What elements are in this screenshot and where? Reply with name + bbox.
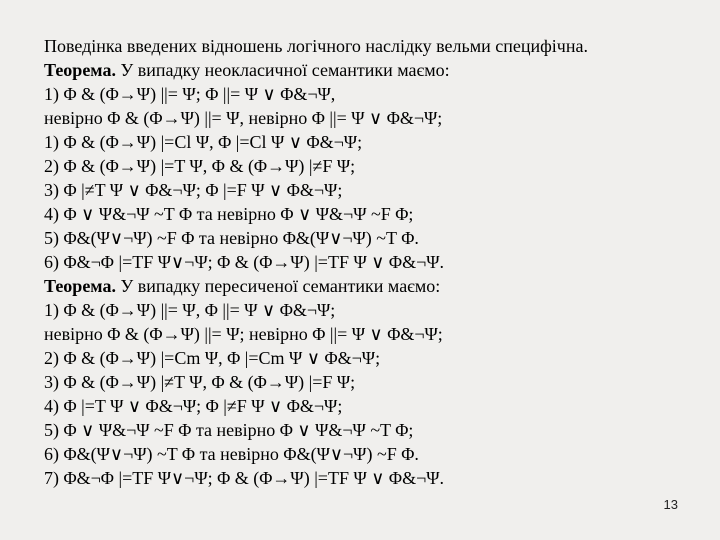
formula-line: 5) Φ&(Ψ∨¬Ψ) ~F Φ та невірно Φ&(Ψ∨¬Ψ) ~T Φ. — [44, 228, 419, 248]
theorem-label: Теорема. — [44, 276, 116, 296]
formula-line: невірно Φ & (Φ→Ψ) ||= Ψ; невірно Φ ||= Ψ ∨ Φ&¬Ψ; — [44, 324, 443, 344]
formula-line: 6) Φ&(Ψ∨¬Ψ) ~T Φ та невірно Φ&(Ψ∨¬Ψ) ~F Φ. — [44, 444, 419, 464]
formula-line: 1) Φ & (Φ→Ψ) ||= Ψ; Φ ||= Ψ ∨ Φ&¬Ψ, — [44, 84, 336, 104]
formula-line: 4) Φ ∨ Ψ&¬Ψ ~T Φ та невірно Φ ∨ Ψ&¬Ψ ~F Φ; — [44, 204, 414, 224]
page-number: 13 — [663, 497, 678, 512]
formula-line: 3) Φ & (Φ→Ψ) |≠T Ψ, Φ & (Φ→Ψ) |=F Ψ; — [44, 372, 356, 392]
theorem-text: У випадку неокласичної семантики маємо: — [115, 60, 450, 80]
theorem-text: У випадку пересиченої семантики маємо: — [115, 276, 441, 296]
formula-line: 1) Φ & (Φ→Ψ) ||= Ψ, Φ ||= Ψ ∨ Φ&¬Ψ; — [44, 300, 336, 320]
formula-line: 5) Φ ∨ Ψ&¬Ψ ~F Φ та невірно Φ ∨ Ψ&¬Ψ ~T Φ; — [44, 420, 414, 440]
formula-line: 3) Φ |≠T Ψ ∨ Φ&¬Ψ; Φ |=F Ψ ∨ Φ&¬Ψ; — [44, 180, 343, 200]
formula-line: невірно Φ & (Φ→Ψ) ||= Ψ, невірно Φ ||= Ψ ∨ Φ&¬Ψ; — [44, 108, 443, 128]
formula-line: 7) Φ&¬Φ |=TF Ψ∨¬Ψ; Φ & (Φ→Ψ) |=TF Ψ ∨ Φ&¬Ψ. — [44, 468, 444, 488]
formula-line: 2) Φ & (Φ→Ψ) |=T Ψ, Φ & (Φ→Ψ) |≠F Ψ; — [44, 156, 356, 176]
formula-line: 6) Φ&¬Φ |=TF Ψ∨¬Ψ; Φ & (Φ→Ψ) |=TF Ψ ∨ Φ&¬Ψ. — [44, 252, 444, 272]
theorem-1-heading — [44, 58, 704, 82]
theorem-2-heading — [44, 274, 704, 298]
formula-line: 2) Φ & (Φ→Ψ) |=Cm Ψ, Φ |=Cm Ψ ∨ Φ&¬Ψ; — [44, 348, 381, 368]
slide-body — [44, 34, 704, 490]
formula-line: 4) Φ |=T Ψ ∨ Φ&¬Ψ; Φ |≠F Ψ ∨ Φ&¬Ψ; — [44, 396, 343, 416]
theorem-label: Теорема. — [44, 60, 116, 80]
intro-line: Поведінка введених відношень логічного наслідку вельми специфічна. — [44, 36, 588, 56]
formula-line: 1) Φ & (Φ→Ψ) |=Cl Ψ, Φ |=Cl Ψ ∨ Φ&¬Ψ; — [44, 132, 363, 152]
